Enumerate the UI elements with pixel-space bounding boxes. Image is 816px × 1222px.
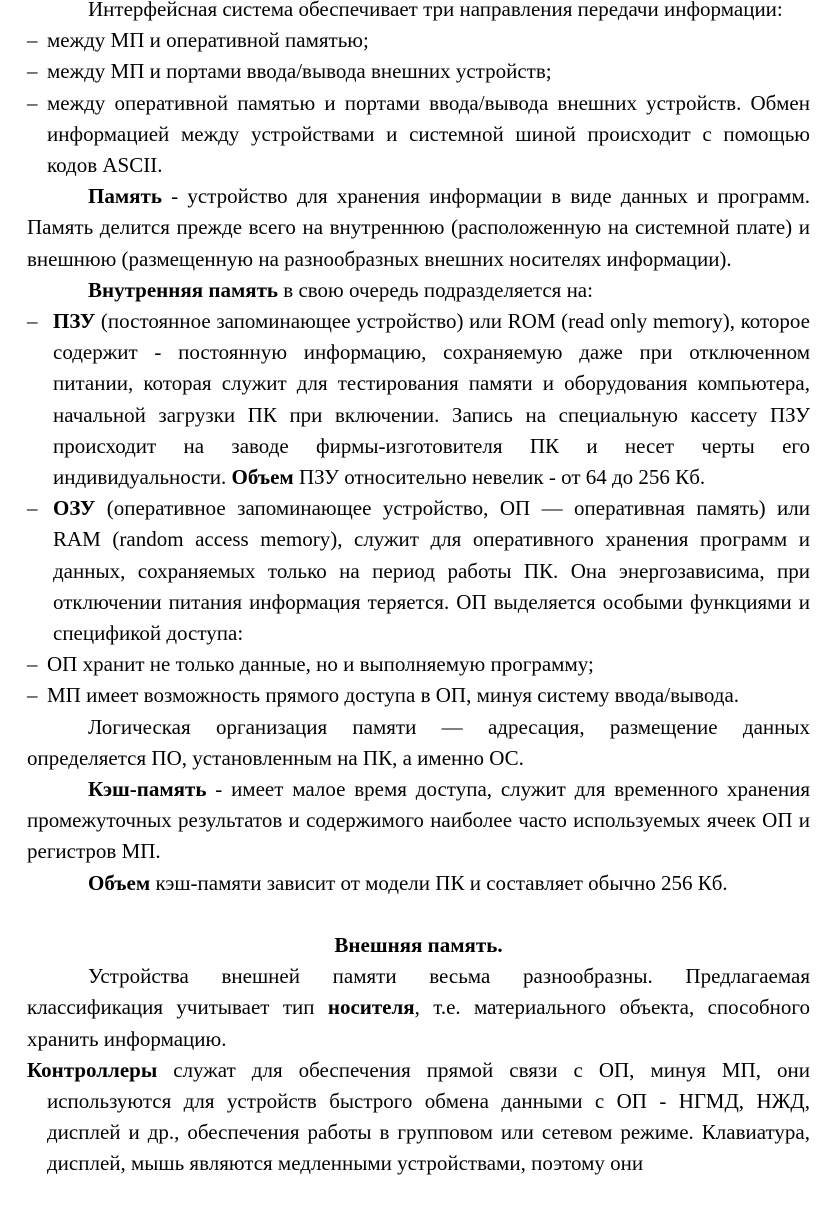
dash-marker: –	[27, 496, 38, 521]
paragraph-memory	[27, 181, 810, 275]
dash-marker: –	[27, 28, 38, 53]
heading-external-memory-text: Внешняя память.	[334, 932, 503, 957]
list-item-text: между оперативной памятью и портами ввода/вывода внешних устройств. Обмен информацией между устройствами и системной шиной происходит с помощью кодов ASCII.	[47, 90, 810, 178]
dash-marker: –	[27, 683, 38, 708]
list-item-text: ОП хранит не только данные, но и выполняемую программу;	[47, 652, 594, 677]
term-cache: Кэш-память	[88, 777, 207, 802]
paragraph-internal-memory	[27, 275, 810, 306]
cache-volume-text: кэш-памяти зависит от модели ПК и составляет обычно 256 Кб.	[150, 870, 728, 895]
list-item	[27, 88, 810, 182]
paragraph-cache-volume	[27, 868, 810, 899]
paragraph-logical-organization: Логическая организация памяти — адресация, размещение данных определяется ПО, установленным на ПК, а именно ОС.	[27, 714, 810, 770]
paragraph-external-memory	[27, 961, 810, 1055]
rom-volume-text: ПЗУ относительно невелик - от 64 до 256 Кб.	[293, 465, 706, 490]
ram-text: (оперативное запоминающее устройство, ОП — оперативная память) или RAM (random access memory), служит для оперативного хранения программ и данных, сохраняемых только на период работы ПК. Она энергозависима, при отключении питания информация теряется. ОП выделяется особыми функциями и спецификой доступа:	[53, 496, 810, 646]
term-cache-volume: Объем	[88, 870, 151, 895]
paragraph-controllers	[27, 1055, 810, 1180]
dash-marker: –	[27, 90, 38, 115]
term-rom: ПЗУ	[53, 309, 96, 334]
controllers-text: служат для обеспечения прямой связи с ОП, минуя МП, они используются для устройств быстрого обмена данными с ОП - НГМД, НЖД, дисплей и др., обеспечения работы в групповом или сетевом режиме. Клавиатура, дисплей, мышь являются медленными устройствами, поэтому они	[47, 1057, 810, 1176]
term-controllers: Контроллеры	[27, 1057, 158, 1082]
term-carrier: носителя	[327, 995, 415, 1020]
term-rom-volume: Объем	[231, 465, 294, 490]
cache-text: - имеет малое время доступа, служит для временного хранения промежуточных результатов и содержимого наиболее часто используемых ячеек ОП и регистров МП.	[27, 777, 810, 864]
external-text-after: , т.е. материального объекта, способного хранить информацию.	[27, 995, 810, 1051]
dash-marker: –	[27, 652, 38, 677]
internal-memory-text: в свою очередь подразделяется на:	[278, 277, 593, 302]
list-item	[27, 680, 810, 711]
term-ram: ОЗУ	[53, 496, 96, 521]
list-item	[27, 56, 810, 87]
list-item-text: между МП и портами ввода/вывода внешних устройств;	[47, 59, 552, 84]
list-item-text: МП имеет возможность прямого доступа в ОП, минуя систему ввода/вывода.	[47, 683, 740, 708]
list-item-rom	[27, 306, 810, 493]
dash-marker: –	[27, 309, 38, 334]
list-item-ram	[27, 493, 810, 649]
term-memory: Память	[88, 184, 162, 209]
list-item	[27, 649, 810, 680]
memory-definition: - устройство для хранения информации в виде данных и программ. Память делится прежде всего на внутреннюю (расположенную на системной плате) и внешнюю (размещенную на разнообразных внешних носителях информации).	[27, 184, 810, 271]
heading-external-memory	[27, 930, 810, 961]
dash-marker: –	[27, 59, 38, 84]
paragraph-cache	[27, 774, 810, 868]
list-item-text: между МП и оперативной памятью;	[47, 28, 369, 53]
list-item	[27, 25, 810, 56]
term-internal-memory: Внутренняя память	[88, 277, 279, 302]
external-text-before: Устройства внешней памяти весьма разнообразны. Предлагаемая классификация учитывает тип	[27, 964, 810, 1020]
rom-text: (постоянное запоминающее устройство) или ROM (read only memory), которое содержит - постоянную информацию, сохраняемую даже при отключенном питании, которая служит для тестирования памяти и оборудования компьютера, начальной загрузки ПК при включении. Запись на специальную кассету ПЗУ происходит на заводе фирмы-изготовителя ПК и несет черты его индивидуальности.	[53, 309, 810, 490]
paragraph-interface: Интерфейсная система обеспечивает три направления передачи информации:	[88, 0, 783, 21]
